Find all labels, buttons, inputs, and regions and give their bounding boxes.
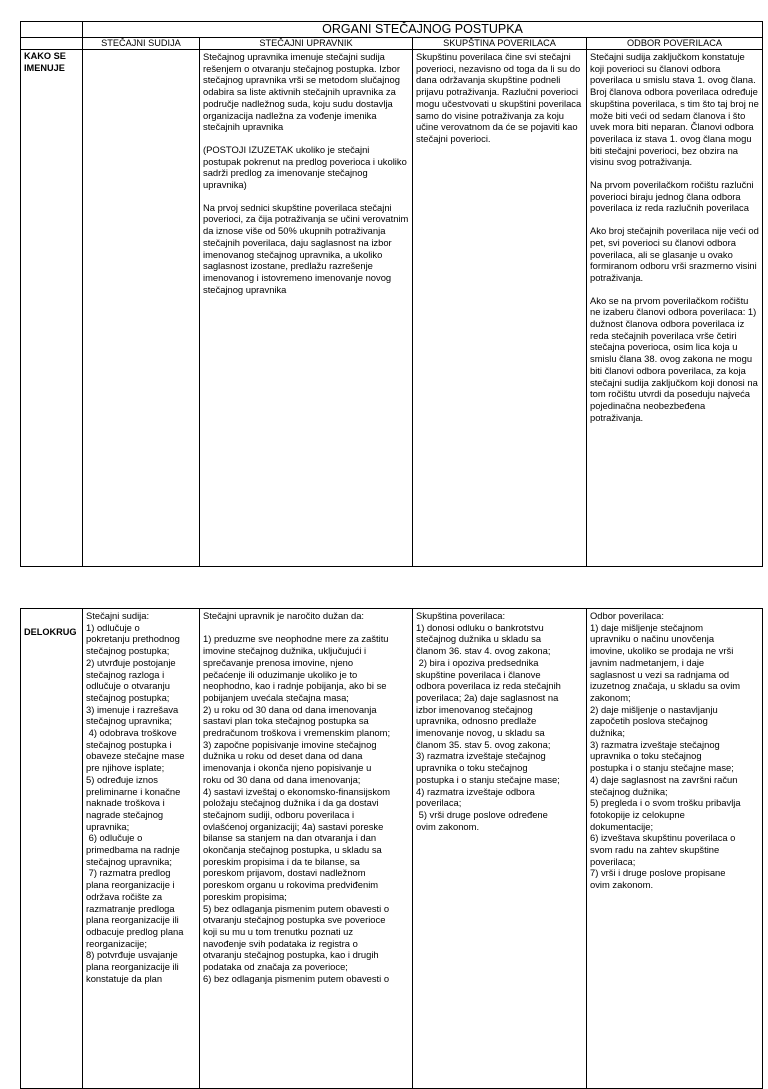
title-row	[21, 22, 763, 38]
column-header-sudija: STEČAJNI SUDIJA	[83, 38, 200, 50]
cell-delokrug-sudija: Stečajni sudija: 1) odlučuje o pokretanju prethodnog stečajnog postupka; 2) utvrđuje postojanje stečajnog razloga i odlučuje o otvaranju stečajnog postupka; 3) imenuje i razrešava stečajnog upravnika; 4) odobrava troškove stečajnog postupka i obaveze stečajne mase pre njihove isplate; 5) određuje iznos preliminarne i konačne naknade troškova i nagrade stečajnog upravnika; 6) odlučuje o primedbama na radnje stečajnog upravnika; 7) razmatra predlog plana reorganizacije i održava ročište za razmatranje predloga plana reorganizacije ili odbacuje predlog plana reorganizacije; 8) potvrđuje usvajanje plana reorganizacije ili konstatuje da plan	[83, 609, 200, 1089]
paragraph: (POSTOJI IZUZETAK ukoliko je stečajni postupak pokrenut na predlog poverioca i ukoliko sadrži predlog za imenovanje stečajnog upravnika)	[203, 143, 410, 191]
paragraph: Na prvoj sednici skupštine poverilaca stečajni poverioci, za čija potraživanja se učini verovatnim da iznose više od 50% ukupnih potraživanja stečajnih poverilaca, daju saglasnost na izbor imenovanog stečajnog upravnika, a ukoliko saglasnost izostane, predlažu razrešenje imenovanog i istovremeno imenovanje novog stečajnog upravnika	[203, 201, 411, 295]
paragraph: Ako broj stečajnih poverilaca nije veći od pet, svi poverioci su članovi odbora poverilaca, ali se glasanje u ovako formiranom odboru vrši srazmerno visini potraživanja.	[590, 225, 762, 283]
column-header-upravnik: STEČAJNI UPRAVNIK	[200, 38, 413, 50]
cell-imenuje-sudija	[83, 50, 200, 567]
header-empty-cell	[21, 38, 83, 50]
column-header-odbor: ODBOR POVERILACA	[587, 38, 763, 50]
cell-delokrug-skupstina: Skupština poverilaca: 1) donosi odluku o bankrotstvu stečajnog dužnika u skladu sa članom 36. stav 4. ovog zakona; 2) bira i opoziva predsednika skupštine poverilaca i članove odbora poverilaca iz reda stečajnih poverilaca; 2a) daje saglasnost na izbor imenovanog stečajnog upravnika, odnosno predlaže imenovanje novog, u skladu sa članom 35. stav 5. ovog zakona; 3) razmatra izveštaje stečajnog upravnika o toku stečajnog postupka i o stanju stečajne mase; 4) razmatra izveštaje odbora poverilaca; 5) vrši druge poslove određene ovim zakonom.	[413, 609, 587, 1089]
cell-imenuje-upravnik	[200, 50, 413, 567]
row-delokrug	[21, 609, 763, 1089]
corner-cell	[21, 22, 83, 38]
row-label-delokrug: DELOKRUG	[21, 609, 83, 1089]
paragraph: Skupštinu poverilaca čine svi stečajni poverioci, nezavisno od toga da li su do dana održavanja skupštine podneli prijavu potraživanja. Razlučni poverioci mogu učestvovati u skupštini poverilaca samo do visine potraživanja za koju učine verovatnom da će se pojaviti kao stečajni poverioci.	[416, 51, 584, 144]
row-kako-se-imenuje	[21, 50, 763, 567]
organs-table	[20, 21, 763, 567]
paragraph: Stečajni sudija zaključkom konstatuje koji poverioci su članovi odbora poverilaca u smislu stava 1. ovog člana. Broj članova odbora poverilaca određuje skupština poverilaca, s tim što taj broj ne može biti veći od sedam članova i što uvek mora biti neparan. Članovi odbora poverilaca iz stava 1. ovog člana mogu biti stečajni poverioci, bez obzira na visinu svog potraživanja.	[590, 51, 762, 168]
cell-delokrug-odbor: Odbor poverilaca: 1) daje mišljenje stečajnom upravniku o načinu unovčenja imovine, ukoliko se prodaja ne vrši javnim nadmetanjem, i daje saglasnost u vezi sa radnjama od izuzetnog značaja, u skladu sa ovim zakonom; 2) daje mišljenje o nastavljanju započetih poslova stečajnog dužnika; 3) razmatra izveštaje stečajnog upravnika o toku stečajnog postupka i o stanju stečajne mase; 4) daje saglasnost na završni račun stečajnog dužnika; 5) pregleda i o svom trošku pribavlja fotokopije iz celokupne dokumentacije; 6) izveštava skupštinu poverilaca o svom radu na zahtev skupštine poverilaca; 7) vrši i druge poslove propisane ovim zakonom.	[587, 609, 763, 1089]
paragraph: Na prvom poverilačkom ročištu razlučni poverioci biraju jednog člana odbora poverilaca iz reda razlučnih poverilaca	[590, 179, 757, 214]
column-header-skupstina: SKUPŠTINA POVERILACA	[413, 38, 587, 50]
delokrug-table	[20, 608, 763, 1089]
cell-imenuje-skupstina	[413, 50, 587, 567]
paragraph: Stečajnog upravnika imenuje stečajni sudija rešenjem o otvaranju stečajnog postupka. Izbor stečajnog upravnika vrši se metodom slučajnog odabira sa liste aktivnih stečajnih upravnika za područje nadležnog suda, koju sudu dostavlja organizacija nadležna za vođenje imenika stečajnih upravnika	[203, 51, 403, 133]
paragraph: Ako se na prvom poverilačkom ročištu ne izaberu članovi odbora poverilaca: 1) dužnost članova odbora poverilaca iz reda stečajnih poverilaca vrše četiri stečajna poverioca, osim lica koja u smislu člana 38. ovog zakona ne mogu biti članovi odbora poverilaca, za koja stečajni sudija zaključkom koji donosi na tom ročištu utvrdi da poseduju najveća pojedinačna neobezbeđena potraživanja.	[590, 294, 761, 423]
table-title: ORGANI STEČAJNOG POSTUPKA	[83, 22, 763, 38]
cell-imenuje-odbor	[587, 50, 763, 567]
row-label-kako-se-imenuje: KAKO SE IMENUJE	[21, 50, 83, 567]
header-row	[21, 38, 763, 50]
cell-delokrug-upravnik: Stečajni upravnik je naročito dužan da: 1) preduzme sve neophodne mere za zaštitu imovine stečajnog dužnika, uključujući i sprečavanje prenosa imovine, njeno pečaćenje ili oduzimanje ukoliko je to neophodno, kao i radnje pobijanja, ako bi se pobijanjem uvećala stečajna masa; 2) u roku od 30 dana od dana imenovanja sastavi plan toka stečajnog postupka sa predračunom troškova i vremenskim planom; 3) započne popisivanje imovine stečajnog dužnika u roku od deset dana od dana imenovanja i okonča njeno popisivanje u roku od 30 dana od dana imenovanja; 4) sastavi izveštaj o ekonomsko-finansijskom položaju stečajnog dužnika i da ga dostavi stečajnom sudiji, odboru poverilaca i ovlašćenoj organizaciji; 4a) sastavi poreske bilanse sa stanjem na dan otvaranja i dan okončanja stečajnog postupka, u skladu sa poreskim propisima i da te bilanse, sa poreskom prijavom, dostavi nadležnom poreskom organu u rokovima predviđenim poreskim propisima; 5) bez odlaganja pismenim putem obavesti o otvaranju stečajnog postupka sve poverioce koji su mu u tom trenutku poznati uz navođenje svih podataka iz registra o otvaranju stečajnog postupka, kao i drugih podataka od značaja za poverioce; 6) bez odlaganja pismenim putem obavesti o	[200, 609, 413, 1089]
